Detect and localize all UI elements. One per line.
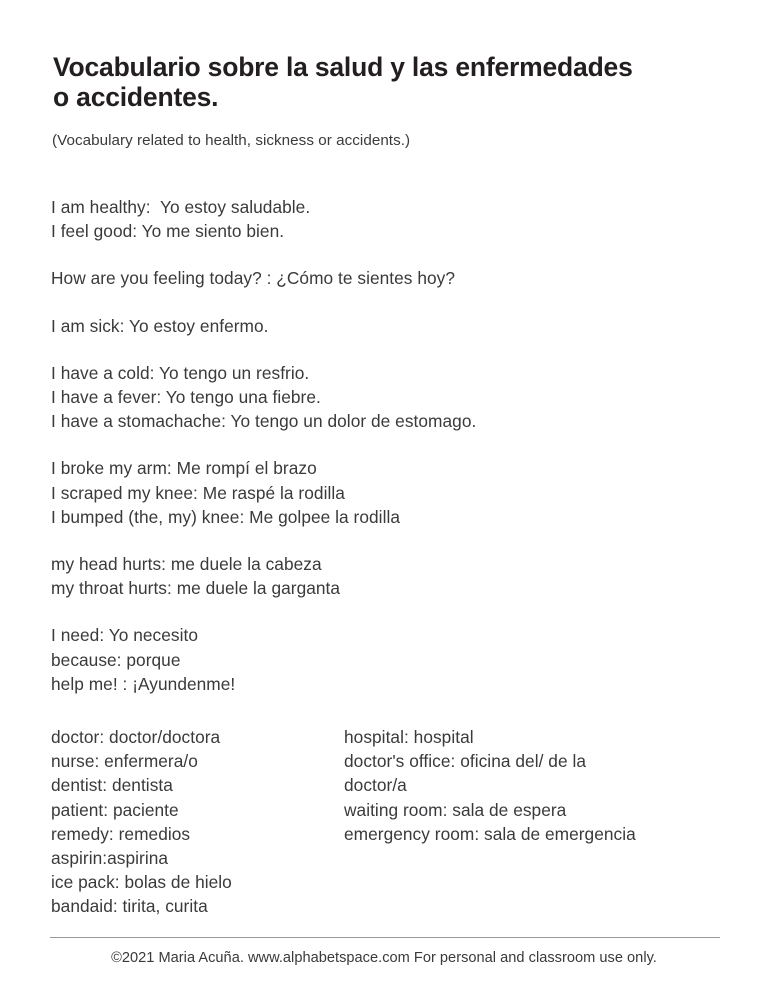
phrase-line: How are you feeling today? : ¿Cómo te sientes hoy?: [51, 268, 456, 289]
phrase-line: I am healthy: Yo estoy saludable.: [51, 197, 311, 217]
page-title: [53, 52, 729, 112]
vocabulary-entry: emergency room: sala de emergencia: [344, 823, 636, 844]
phrase-group-ailments: [51, 361, 741, 434]
phrase-line: I have a fever: Yo tengo una fiebre.: [51, 387, 321, 408]
phrase-line: my head hurts: me duele la cabeza: [51, 554, 322, 575]
phrase-line: I am sick: Yo estoy enfermo.: [51, 315, 269, 336]
phrase-group-healthy: [51, 195, 741, 243]
vocabulary-entry: waiting room: sala de espera: [344, 799, 567, 820]
phrase-line: I need: Yo necesito: [51, 625, 199, 646]
page-title-line-2: o accidentes.: [53, 82, 219, 112]
vocabulary-entry: aspirin:aspirina: [51, 848, 169, 869]
phrase-group-injuries: [51, 456, 741, 529]
phrase-line: I have a stomachache: Yo tengo un dolor de estomago.: [51, 411, 477, 432]
vocabulary-column-left: [51, 725, 341, 919]
phrase-line: I have a cold: Yo tengo un resfrio.: [51, 362, 310, 383]
page-title-line-1: Vocabulario sobre la salud y las enfermedades: [53, 52, 633, 82]
phrase-group-sick: [51, 314, 741, 338]
vocabulary-entry: ice pack: bolas de hielo: [51, 872, 232, 893]
vocabulary-entry: remedy: remedios: [51, 823, 191, 844]
vocabulary-entry: doctor's office: oficina del/ de la: [344, 751, 587, 772]
phrase-group-hurts: [51, 552, 741, 600]
phrase-line: I feel good: Yo me siento bien.: [51, 221, 285, 242]
vocabulary-entry: nurse: enfermera/o: [51, 751, 198, 772]
vocabulary-entry: dentist: dentista: [51, 775, 173, 796]
phrase-line: because: porque: [51, 649, 181, 670]
vocabulary-entry-continued: doctor/a: [344, 775, 407, 796]
vocabulary-entry: doctor: doctor/doctora: [51, 727, 221, 747]
footer-copyright: ©2021 Maria Acuña. www.alphabetspace.com For personal and classroom use only.: [111, 950, 657, 966]
phrase-group-needs: [51, 623, 741, 696]
phrase-line: I bumped (the, my) knee: Me golpee la rodilla: [51, 506, 401, 527]
vocabulary-entry: bandaid: tirita, curita: [51, 896, 208, 917]
phrase-group-feeling-question: [51, 266, 741, 290]
vocabulary-column-right: [344, 725, 744, 846]
phrase-list: [51, 195, 741, 696]
phrase-line: help me! : ¡Ayundenme!: [51, 673, 236, 694]
phrase-line: my throat hurts: me duele la garganta: [51, 578, 341, 599]
phrase-line: I broke my arm: Me rompí el brazo: [51, 458, 317, 479]
page-subtitle: (Vocabulary related to health, sickness or accidents.): [52, 132, 411, 149]
vocabulary-entry: patient: paciente: [51, 799, 179, 820]
footer-divider: [50, 937, 720, 938]
phrase-line: I scraped my knee: Me raspé la rodilla: [51, 482, 345, 503]
vocabulary-entry: hospital: hospital: [344, 727, 474, 747]
